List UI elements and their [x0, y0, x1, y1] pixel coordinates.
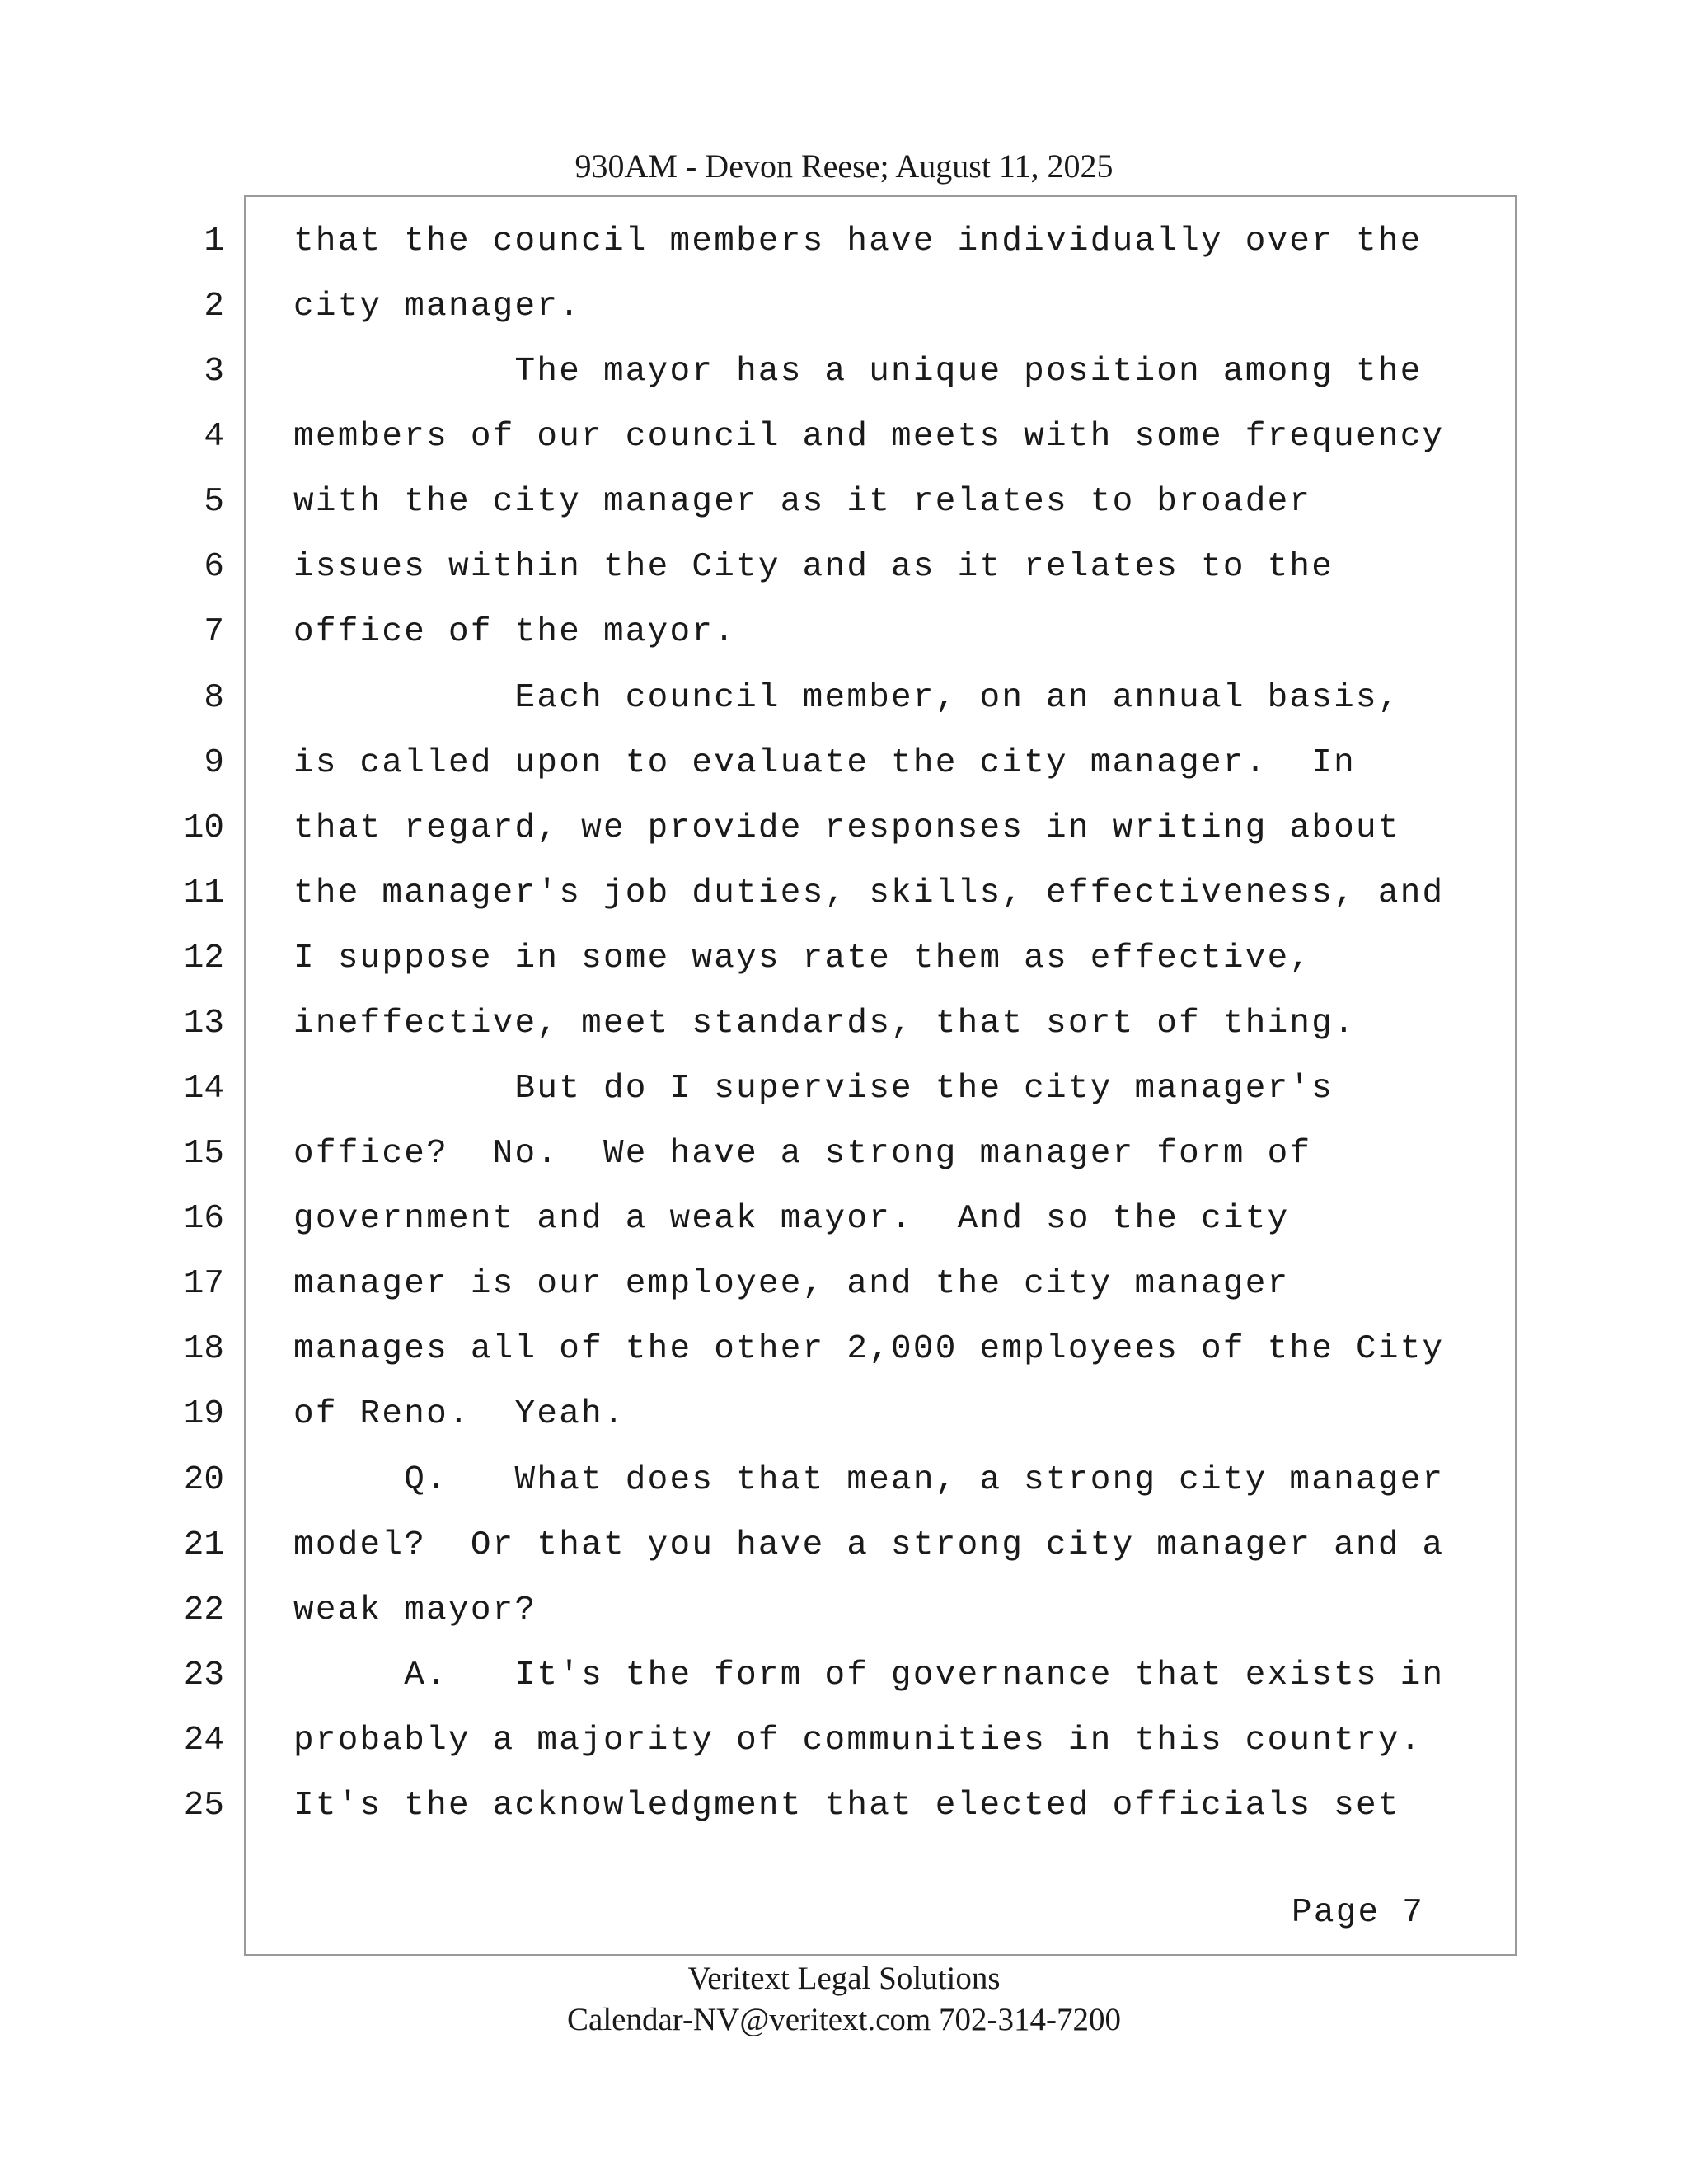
line-text: weak mayor?: [293, 1591, 537, 1629]
line-number: 13: [183, 1005, 224, 1043]
line-number: 16: [183, 1200, 224, 1238]
line-text: issues within the City and as it relates to the: [293, 548, 1334, 586]
line-number: 6: [204, 548, 224, 586]
line-number: 14: [183, 1070, 224, 1108]
line-number: 24: [183, 1722, 224, 1760]
line-number: 19: [183, 1395, 224, 1433]
page-number-label: Page 7: [1292, 1894, 1425, 1932]
line-text: manages all of the other 2,000 employees of the City: [293, 1330, 1445, 1368]
footer-contact: Calendar-NV@veritext.com 702-314-7200: [567, 2002, 1121, 2037]
line-number: 15: [183, 1135, 224, 1173]
line-text: Each council member, on an annual basis,: [293, 679, 1400, 717]
line-number: 12: [183, 940, 224, 977]
line-text: Q. What does that mean, a strong city manager: [293, 1461, 1445, 1499]
line-text: model? Or that you have a strong city manager and a: [293, 1526, 1445, 1564]
line-number: 1: [204, 223, 224, 260]
line-text: But do I supervise the city manager's: [293, 1070, 1334, 1108]
page-header-title: 930AM - Devon Reese; August 11, 2025: [574, 148, 1114, 185]
line-number: 20: [183, 1461, 224, 1499]
line-text: the manager's job duties, skills, effectiveness, and: [293, 874, 1445, 912]
line-text: with the city manager as it relates to broader: [293, 483, 1312, 521]
line-number: 5: [204, 483, 224, 521]
line-text: probably a majority of communities in this country.: [293, 1722, 1423, 1760]
line-text: city manager.: [293, 288, 582, 326]
line-text: office? No. We have a strong manager form of: [293, 1135, 1312, 1173]
line-number: 25: [183, 1787, 224, 1825]
line-number: 22: [183, 1591, 224, 1629]
line-text: The mayor has a unique position among the: [293, 353, 1423, 391]
line-number: 10: [183, 809, 224, 847]
line-text: that regard, we provide responses in writing about: [293, 809, 1400, 847]
line-number: 3: [204, 353, 224, 391]
line-text: government and a weak mayor. And so the city: [293, 1200, 1290, 1238]
line-text: office of the mayor.: [293, 613, 737, 651]
line-number: 8: [204, 679, 224, 717]
line-number: 21: [183, 1526, 224, 1564]
line-text: is called upon to evaluate the city manager. In: [293, 744, 1356, 782]
line-text: manager is our employee, and the city manager: [293, 1265, 1290, 1303]
line-text: of Reno. Yeah.: [293, 1395, 626, 1433]
line-text: that the council members have individually over the: [293, 223, 1423, 260]
line-text: It's the acknowledgment that elected officials set: [293, 1787, 1400, 1825]
line-number: 11: [183, 874, 224, 912]
line-number: 23: [183, 1657, 224, 1694]
line-number: 18: [183, 1330, 224, 1368]
line-text: I suppose in some ways rate them as effective,: [293, 940, 1312, 977]
line-text: members of our council and meets with some frequency: [293, 418, 1445, 456]
line-text: A. It's the form of governance that exists in: [293, 1657, 1445, 1694]
line-number: 9: [204, 744, 224, 782]
line-number: 4: [204, 418, 224, 456]
line-number: 17: [183, 1265, 224, 1303]
footer-company: Veritext Legal Solutions: [687, 1961, 1001, 1996]
line-number: 2: [204, 288, 224, 326]
line-number: 7: [204, 613, 224, 651]
line-text: ineffective, meet standards, that sort of thing.: [293, 1005, 1356, 1043]
